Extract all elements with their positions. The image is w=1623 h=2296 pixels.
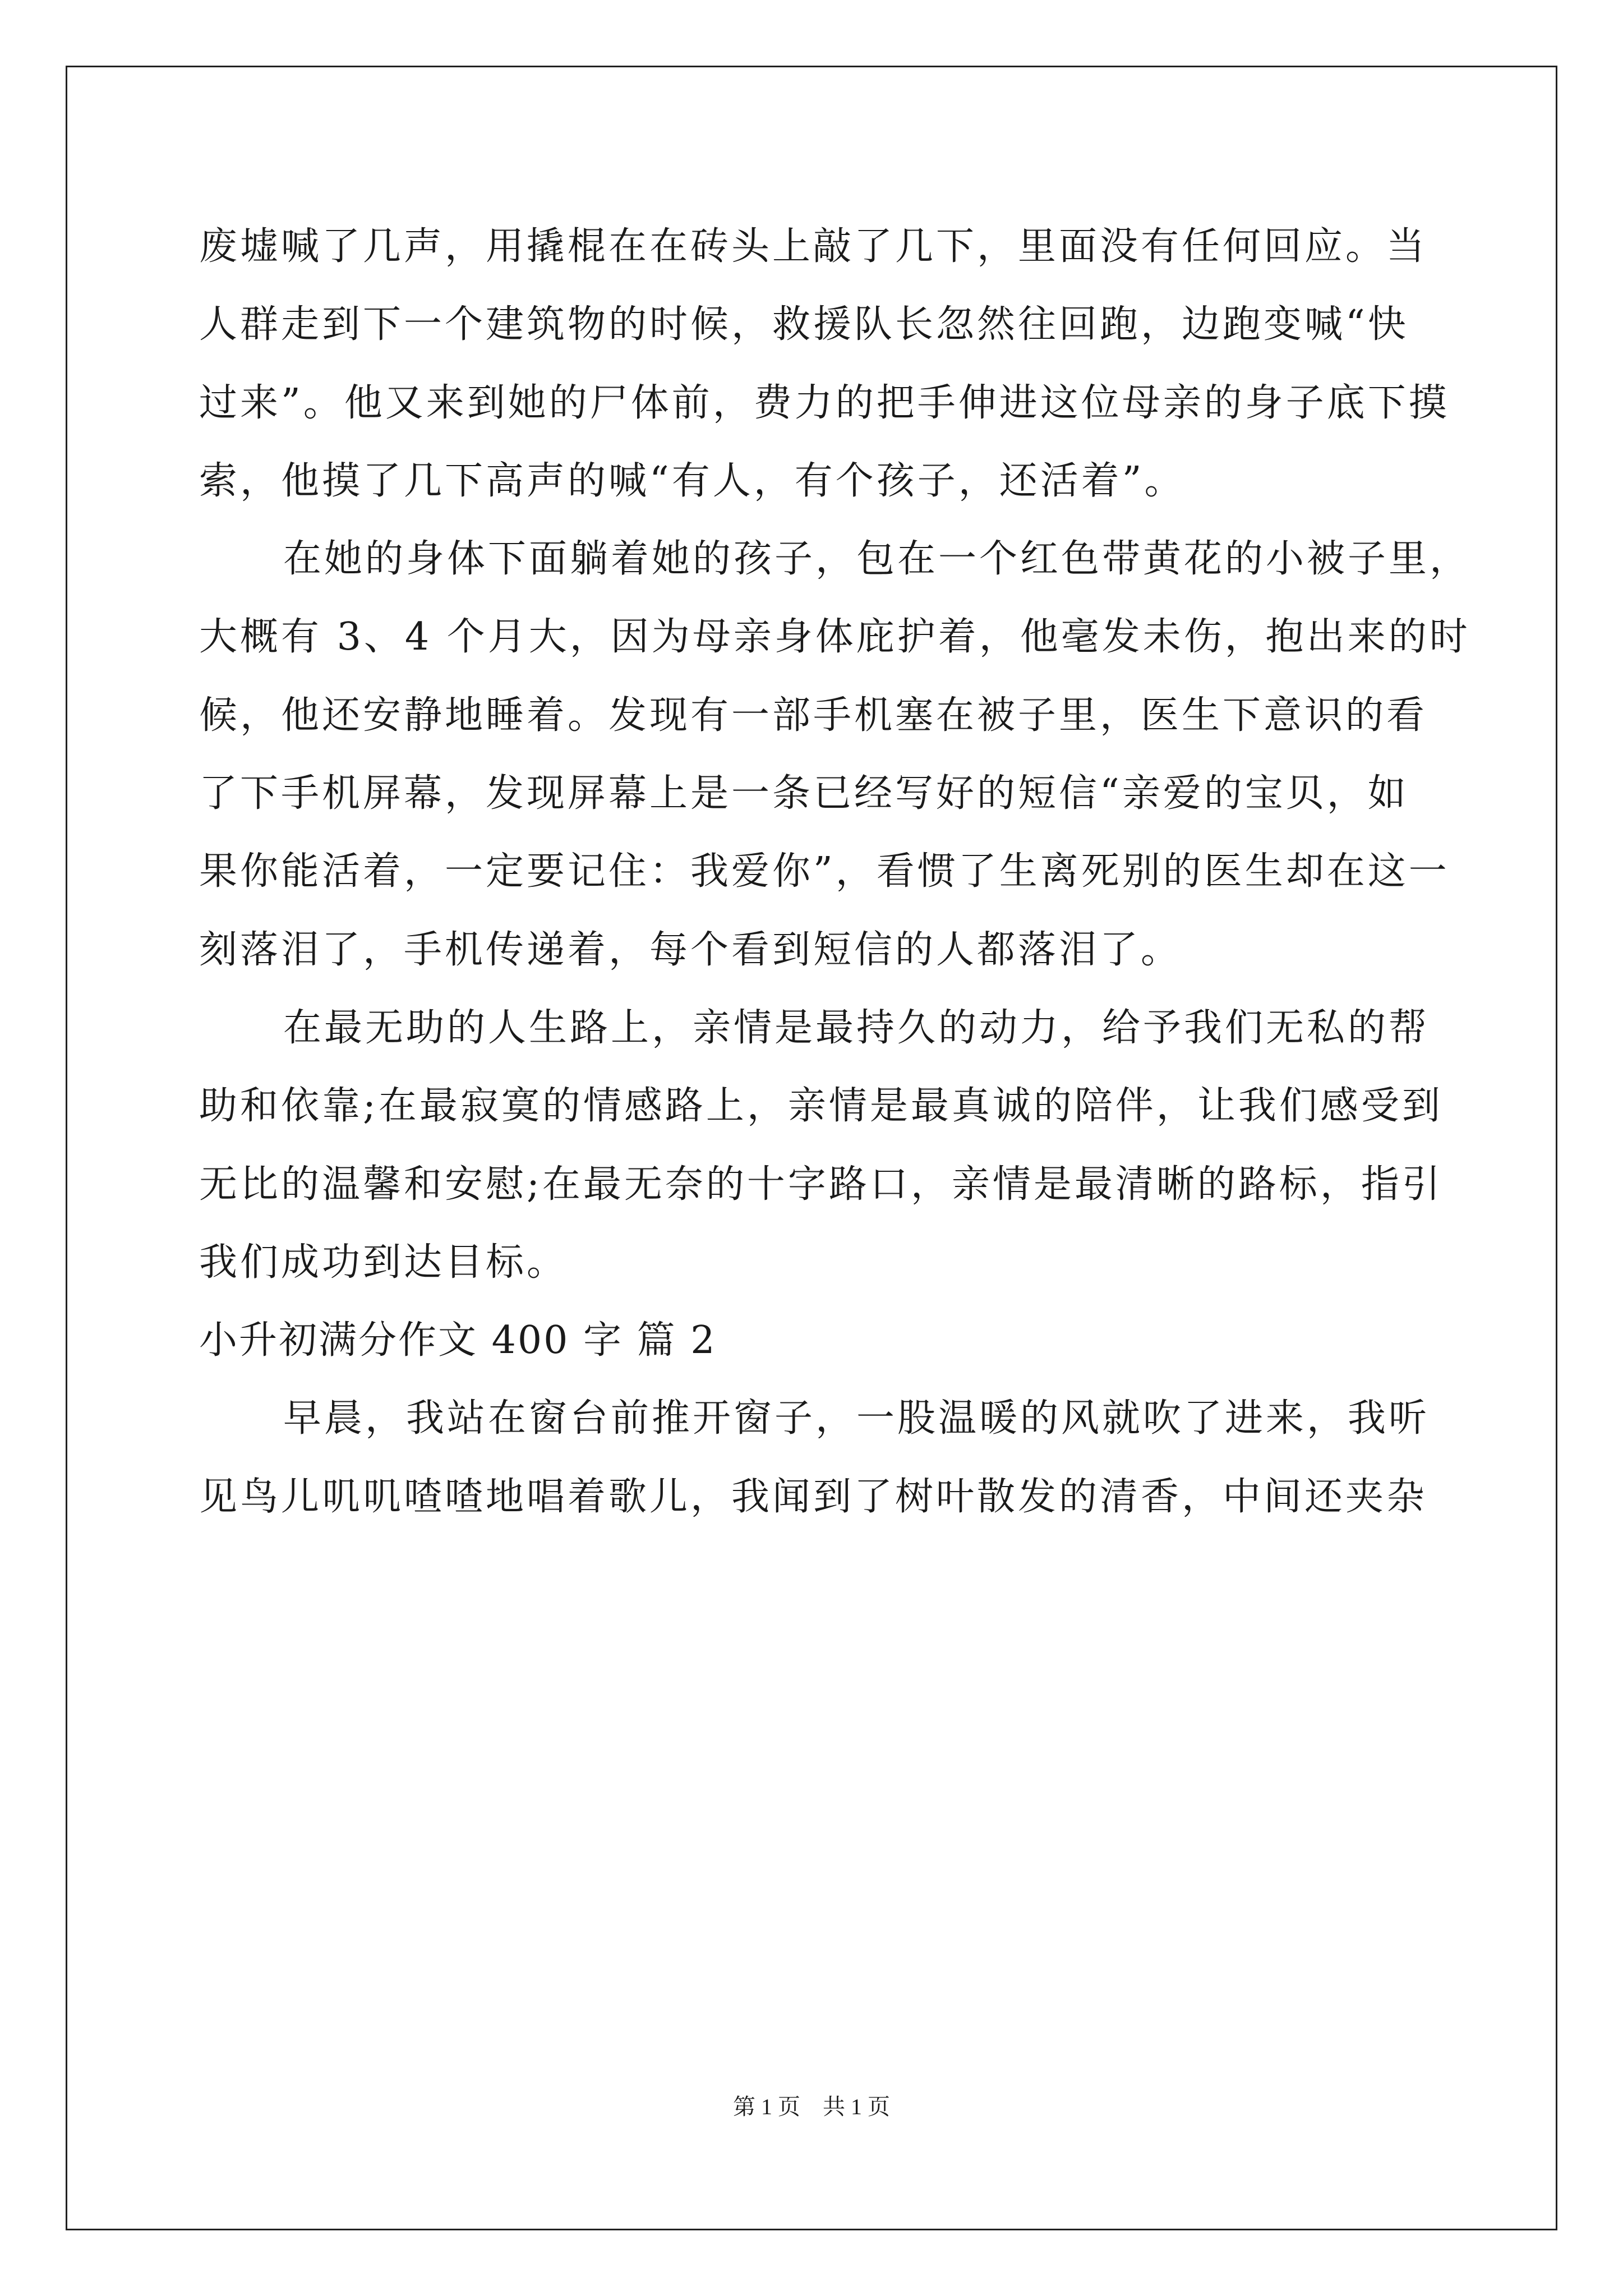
text-line: 早晨，我站在窗台前推开窗子，一股温暖的风就吹了进来，我听 xyxy=(283,1396,1430,1441)
text-line: 人群走到下一个建筑物的时候，救援队长忽然往回跑，边跑变喊“快 xyxy=(199,302,1409,347)
text-line: 见鸟儿叽叽喳喳地唱着歌儿，我闻到了树叶散发的清香，中间还夹杂 xyxy=(199,1474,1428,1519)
text-line: 我们成功到达目标。 xyxy=(199,1240,568,1285)
page-footer xyxy=(0,2091,1623,2123)
text-line: 果你能活着，一定要记住：我爱你”，看惯了生离死别的医生却在这一 xyxy=(199,849,1450,894)
text-line: 了下手机屏幕，发现屏幕上是一条已经写好的短信“亲爱的宝贝，如 xyxy=(199,771,1409,816)
paragraph-1 xyxy=(199,208,1450,520)
section-heading: 小升初满分作文 400 字 篇 2 xyxy=(199,1318,717,1363)
text-line: 无比的温馨和安慰;在最无奈的十字路口，亲情是最清晰的路标，指引 xyxy=(199,1162,1443,1207)
text-line: 过来”。他又来到她的尸体前，费力的把手伸进这位母亲的身子底下摸 xyxy=(199,380,1450,425)
page-total: 共 1 页 xyxy=(823,2094,890,2119)
page-number: 第 1 页 xyxy=(733,2094,800,2119)
document-body xyxy=(199,208,1471,1536)
paragraph-3 xyxy=(199,989,1443,1301)
text-line: 刻落泪了，手机传递着，每个看到短信的人都落泪了。 xyxy=(199,927,1182,972)
text-line: 在最无助的人生路上，亲情是最持久的动力，给予我们无私的帮 xyxy=(283,1005,1430,1050)
paragraph-4 xyxy=(199,1379,1433,1536)
paragraph-2 xyxy=(199,520,1471,989)
text-line: 候，他还安静地睡着。发现有一部手机塞在被子里，医生下意识的看 xyxy=(199,693,1428,738)
text-line: 在她的身体下面躺着她的孩子，包在一个红色带黄花的小被子里， xyxy=(283,537,1471,582)
text-line: 大概有 3、4 个月大，因为母亲身体庇护着，他毫发未伤，抱出来的时 xyxy=(199,615,1470,660)
text-line: 索，他摸了几下高声的喊“有人，有个孩子，还活着”。 xyxy=(199,458,1186,503)
text-line: 废墟喊了几声，用撬棍在在砖头上敲了几下，里面没有任何回应。当 xyxy=(199,224,1428,269)
text-line: 助和依靠;在最寂寞的情感路上，亲情是最真诚的陪伴，让我们感受到 xyxy=(199,1084,1443,1129)
